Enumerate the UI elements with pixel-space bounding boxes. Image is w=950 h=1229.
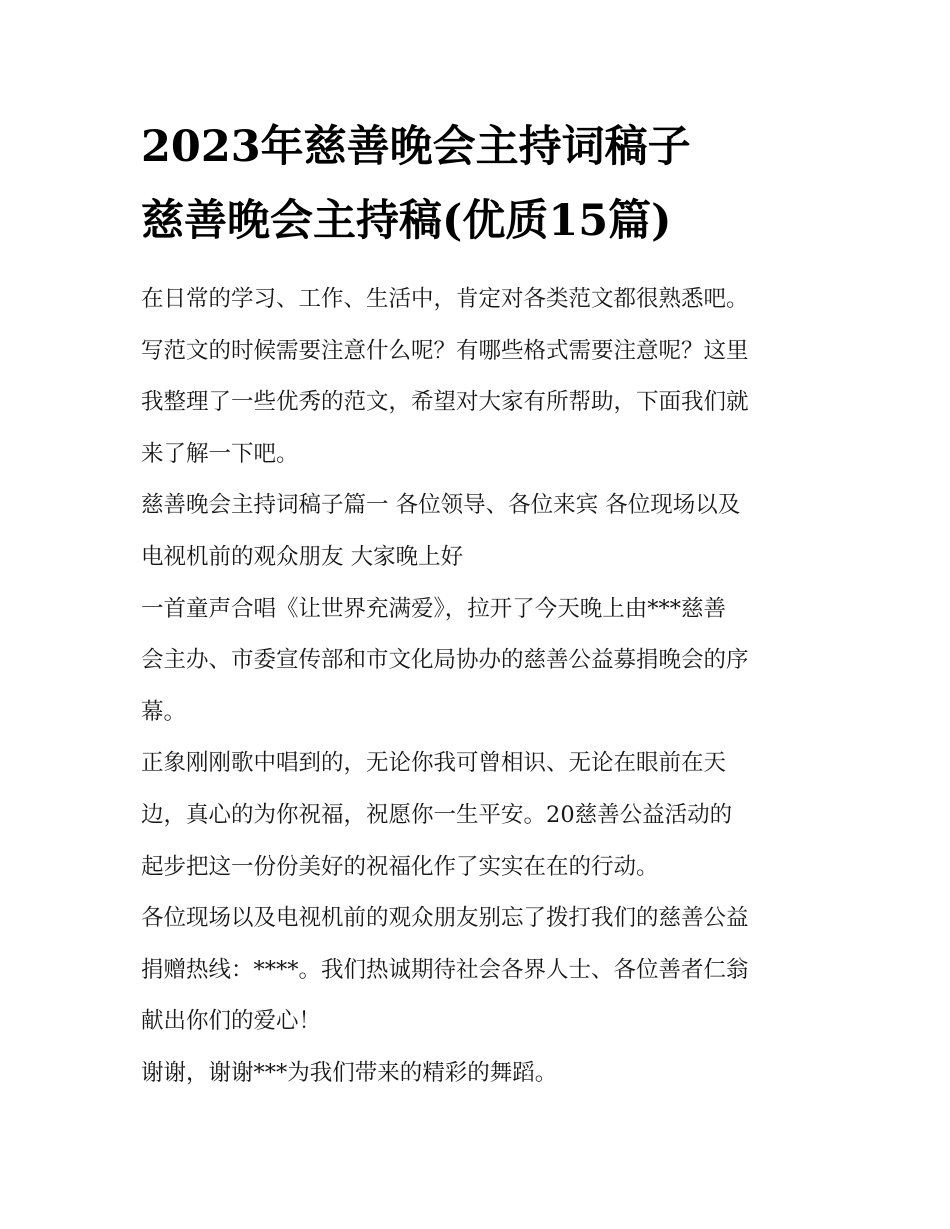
text-line: 写范文的时候需要注意什么呢？有哪些格式需要注意呢？这里 — [141, 337, 749, 364]
paragraph-opening — [141, 584, 813, 739]
title-line-1: 2023年慈善晚会主持词稿子 — [141, 122, 691, 172]
text-line: 边，真心的为你祝福，祝愿你一生平安。20慈善公益活动的 — [141, 801, 733, 828]
text-line: 慈善晚会主持词稿子篇一 各位领导、各位来宾 各位现场以及 — [141, 492, 741, 519]
text-line: 幕。 — [141, 698, 187, 725]
text-line: 起步把这一份份美好的祝福化作了实实在在的行动。 — [141, 853, 659, 880]
paragraph-intro — [141, 274, 813, 480]
document-body — [141, 274, 813, 1100]
text-line: 献出你们的爱心！ — [141, 1008, 322, 1035]
text-line: 谢谢，谢谢***为我们带来的精彩的舞蹈。 — [141, 1059, 558, 1086]
text-line: 在日常的学习、工作、生活中，肯定对各类范文都很熟悉吧。 — [141, 286, 749, 312]
paragraph-hotline — [141, 893, 813, 1048]
text-line: 各位现场以及电视机前的观众朋友别忘了拨打我们的慈善公益 — [141, 905, 749, 932]
paragraph-song — [141, 738, 813, 893]
text-line: 我整理了一些优秀的范文，希望对大家有所帮助，下面我们就 — [141, 389, 749, 416]
title-line-2: 慈善晚会主持稿(优质15篇) — [141, 196, 672, 246]
document-title — [141, 110, 821, 258]
text-line: 电视机前的观众朋友 大家晚上好 — [141, 543, 464, 570]
paragraph-greeting — [141, 480, 813, 583]
text-line: 正象刚刚歌中唱到的，无论你我可曾相识、无论在眼前在天 — [141, 750, 727, 777]
text-line: 来了解一下吧。 — [141, 440, 299, 467]
text-line: 捐赠热线：****。我们热诚期待社会各界人士、各位善者仁翁 — [141, 956, 749, 983]
paragraph-thanks — [141, 1048, 813, 1100]
text-line: 会主办、市委宣传部和市文化局协办的慈善公益募捐晚会的序 — [141, 647, 749, 674]
text-line: 一首童声合唱《让世界充满爱》，拉开了今天晚上由***慈善 — [141, 595, 727, 622]
